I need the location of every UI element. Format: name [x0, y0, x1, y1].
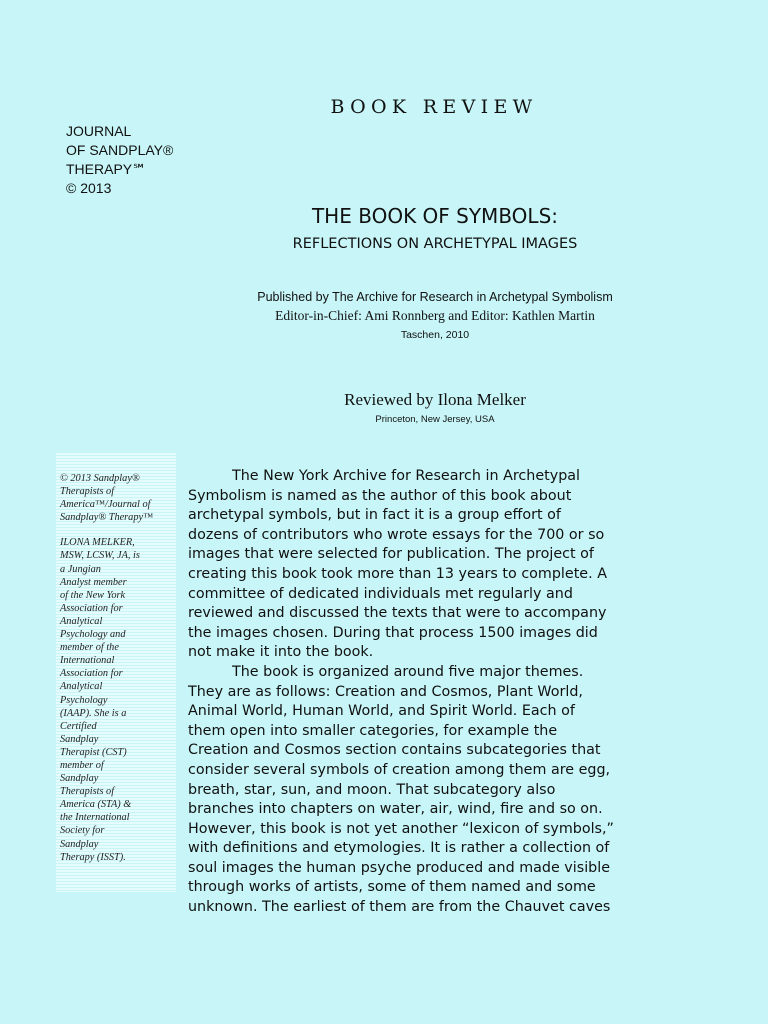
bio-line: Association for	[60, 602, 123, 614]
copyright-line: © 2013 Sandplay®	[60, 473, 140, 484]
paragraph	[188, 467, 658, 663]
book-title: THE BOOK OF SYMBOLS:	[311, 204, 559, 228]
bio-line: Sandplay	[60, 773, 99, 785]
bio-line: MSW, LCSW, JA, is	[60, 550, 140, 562]
body-line: reviewed and discussed the texts that were to accompany	[188, 605, 607, 622]
copyright-note	[60, 472, 172, 524]
bio-line: Psychology and	[60, 629, 126, 641]
body-line: the images chosen. During that process 1500 images did	[188, 624, 598, 641]
body-line: breath, star, sun, and moon. That subcategory also	[188, 781, 556, 798]
bio-line: Analytical	[60, 681, 103, 693]
bio-line: International	[60, 655, 115, 667]
body-line: The book is organized around five major themes.	[232, 663, 584, 680]
body-line: committee of dedicated individuals met regularly and	[188, 585, 573, 602]
review-body	[188, 467, 658, 918]
bio-line: Therapists of	[60, 786, 115, 798]
body-line: consider several symbols of creation among them are egg,	[188, 761, 611, 778]
bio-line: the International	[60, 812, 130, 824]
body-line: them open into smaller categories, for example the	[188, 722, 558, 739]
bio-line: Association for	[60, 668, 123, 680]
publisher-line: Published by The Archive for Research in Archetypal Symbolism	[257, 290, 613, 304]
editors-line: Editor-in-Chief: Ami Ronnberg and Editor: Kathlen Martin	[275, 308, 595, 323]
bio-line: ILONA MELKER,	[60, 537, 135, 549]
bio-line: Therapy (ISST).	[60, 851, 126, 863]
body-line: with definitions and etymologies. It is rather a collection of	[188, 840, 610, 857]
body-line: unknown. The earliest of them are from the Chauvet caves	[188, 899, 611, 916]
book-subtitle: REFLECTIONS ON ARCHETYPAL IMAGES	[292, 236, 578, 252]
paragraph	[188, 663, 658, 918]
body-line: Creation and Cosmos section contains subcategories that	[188, 742, 601, 759]
bio-line: Sandplay	[60, 838, 99, 850]
body-line: branches into chapters on water, air, wind, fire and so on.	[188, 801, 603, 818]
body-line: Symbolism is named as the author of this book about	[188, 487, 572, 504]
body-line: archetypal symbols, but in fact it is a group effort of	[188, 507, 561, 524]
body-line: soul images the human psyche produced and made visible	[188, 859, 611, 876]
bio-line: Psychology	[60, 694, 108, 706]
body-line: The New York Archive for Research in Archetypal	[232, 468, 581, 484]
bio-line: Certified	[60, 720, 97, 732]
body-line: They are as follows: Creation and Cosmos, Plant World,	[188, 683, 583, 700]
section-heading: BOOK REVIEW	[330, 96, 538, 118]
bio-line: a Jungian	[60, 563, 101, 575]
copyright-line: Sandplay® Therapy™	[60, 512, 154, 524]
author-bio	[60, 536, 172, 863]
bio-line: Analytical	[60, 615, 103, 627]
body-line: creating this book took more than 13 years to complete. A	[188, 565, 607, 582]
journal-line: OF SANDPLAY®	[66, 142, 174, 158]
bio-line: America (STA) &	[60, 799, 132, 811]
bio-line: of the New York	[60, 589, 126, 601]
reviewer-byline: Reviewed by Ilona Melker	[344, 390, 526, 409]
journal-masthead	[66, 122, 173, 198]
bio-line: member of	[60, 759, 104, 771]
body-line: images that were selected for publication. The project of	[188, 546, 594, 563]
bio-line: (IAAP). She is a	[60, 707, 127, 719]
bio-line: Analyst member	[60, 576, 127, 588]
copyright-line: Therapists of	[60, 486, 115, 498]
bio-line: Sandplay	[60, 733, 99, 745]
reviewer-location: Princeton, New Jersey, USA	[375, 414, 495, 425]
sidebar-text	[60, 472, 172, 876]
body-line: However, this book is not yet another “lexicon of symbols,”	[188, 820, 614, 837]
bio-line: Society for	[60, 825, 105, 837]
bio-line: Therapist (CST)	[60, 746, 127, 758]
body-line: not make it into the book.	[188, 644, 374, 661]
body-line: Animal World, Human World, and Spirit World. Each of	[188, 703, 575, 720]
journal-line: © 2013	[66, 180, 112, 196]
journal-line: THERAPY℠	[66, 161, 147, 177]
journal-line: JOURNAL	[66, 123, 132, 139]
edition-line: Taschen, 2010	[400, 329, 470, 341]
copyright-line: America™/Journal of	[60, 499, 151, 511]
body-line: dozens of contributors who wrote essays for the 700 or so	[188, 526, 605, 543]
body-line: through works of artists, some of them named and some	[188, 879, 596, 896]
bio-line: member of the	[60, 642, 119, 654]
